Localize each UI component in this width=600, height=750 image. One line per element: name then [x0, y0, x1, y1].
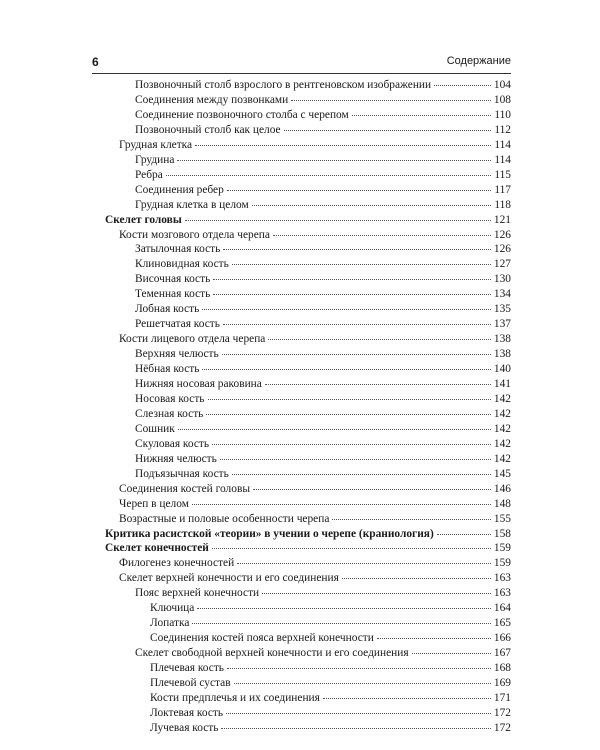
toc-entry-page: 146 [493, 482, 511, 495]
toc-entry-label: Нижняя носовая раковина [135, 378, 262, 390]
toc-entry [135, 377, 511, 392]
toc-entry [135, 287, 511, 302]
toc-entry [119, 332, 511, 347]
toc-entry-label: Соединения между позвонками [135, 93, 289, 106]
dot-leader [178, 428, 491, 430]
dot-leader [377, 637, 491, 639]
dot-leader [234, 682, 491, 684]
toc-entry-page: 159 [493, 542, 511, 555]
toc-entry-page: 167 [493, 647, 511, 660]
toc-entry-label: Носовая кость [135, 392, 205, 405]
toc-entry-page: 104 [493, 79, 511, 91]
toc-entry-label: Позвоночный столб как целое [135, 123, 281, 136]
toc-entry [135, 272, 511, 287]
dot-leader [202, 308, 491, 310]
toc-entry-page: 118 [494, 198, 511, 211]
toc-entry [105, 213, 511, 228]
toc-entry-label: Ключица [150, 602, 195, 615]
toc-entry [135, 242, 511, 257]
dot-leader [206, 413, 491, 415]
dot-leader [237, 562, 491, 564]
toc-entry-label: Соединение позвоночного столба с черепом [135, 108, 349, 121]
toc-entry-label: Решетчатая кость [135, 318, 220, 331]
dot-leader [253, 488, 491, 490]
toc-entry-label: Филогенез конечностей [119, 557, 235, 570]
toc-entry-page: 148 [493, 497, 511, 510]
dot-leader [332, 518, 491, 520]
toc-entry [105, 527, 511, 542]
toc-entry [150, 601, 511, 616]
page-header [92, 55, 511, 74]
dot-leader [226, 712, 491, 714]
toc-entry [135, 257, 511, 272]
dot-leader [185, 219, 491, 221]
toc-entry-page: 134 [493, 288, 511, 301]
toc-entry-page: 155 [493, 512, 511, 525]
dot-leader [220, 458, 491, 460]
toc-entry [135, 347, 511, 362]
toc-entry [135, 317, 511, 332]
toc-entry [135, 362, 511, 377]
toc-entry [119, 571, 511, 586]
toc-entry-page: 168 [493, 662, 511, 675]
toc-entry-page: 137 [493, 318, 511, 331]
running-section-title: Содержание [446, 55, 511, 67]
toc-entry-label: Возрастные и половые особенности черепа [119, 512, 330, 525]
dot-leader [223, 323, 491, 325]
toc-entry-label: Соединения костей пояса верхней конечности [150, 632, 374, 645]
dot-leader [177, 159, 491, 161]
toc-entry-label: Скелет верхней конечности и его соединения [119, 572, 339, 585]
toc-entry [150, 631, 511, 646]
toc-entry-label: Соединения костей головы [119, 482, 250, 495]
toc-entry-label: Височная кость [135, 273, 211, 286]
toc-entry-page: 112 [494, 123, 511, 136]
toc-entry-page: 126 [493, 243, 511, 256]
toc-entry [135, 168, 511, 183]
dot-leader [434, 84, 491, 86]
toc-entry-label: Локтевая кость [150, 706, 224, 719]
toc-entry [119, 556, 511, 571]
dot-leader [222, 353, 491, 355]
toc-entry-page: 126 [493, 228, 511, 241]
toc-entry [135, 78, 511, 93]
toc-entry-page: 169 [493, 677, 511, 689]
toc-entry-page: 130 [493, 273, 511, 286]
toc-entry-label: Затылочная кость [135, 243, 221, 256]
toc-entry-page: 163 [493, 587, 511, 600]
toc-entry-label: Кости лицевого отдела черепа [119, 333, 266, 346]
toc-entry [135, 422, 511, 437]
toc-entry [150, 616, 511, 631]
dot-leader [192, 503, 491, 505]
toc-entry [119, 512, 511, 527]
dot-leader [197, 607, 491, 609]
toc-entry-page: 142 [493, 452, 511, 465]
toc-entry-label: Нёбная кость [135, 363, 200, 376]
dot-leader [212, 547, 491, 549]
toc-entry [119, 497, 511, 512]
toc-entry [135, 467, 511, 482]
toc-entry [135, 437, 511, 452]
toc-entry [119, 482, 511, 497]
toc-entry-page: 114 [494, 153, 511, 166]
dot-leader [213, 293, 491, 295]
dot-leader [284, 129, 492, 131]
toc-entry-label: Сошник [135, 422, 175, 435]
toc-entry-page: 114 [494, 138, 511, 151]
dot-leader [342, 577, 491, 579]
toc-entry-label: Плечевой сустав [150, 677, 231, 689]
dot-leader [227, 189, 492, 191]
toc-entry-page: 158 [493, 527, 511, 540]
dot-leader [262, 592, 491, 594]
toc-entry-label: Скуловая кость [135, 437, 210, 450]
toc-entry-page: 171 [493, 691, 511, 704]
toc-entry-label: Верхняя челюсть [135, 348, 219, 361]
toc-entry-label: Ребра [135, 168, 163, 181]
toc-entry-page: 108 [493, 93, 511, 106]
toc-entry [150, 676, 511, 691]
toc-entry-label: Критика расистской «теории» в учении о черепе (краниология) [105, 527, 434, 540]
dot-leader [227, 667, 491, 669]
toc-entry [135, 153, 511, 168]
dot-leader [195, 144, 491, 146]
toc-entry-label: Слезная кость [135, 407, 204, 420]
toc-entry-page: 166 [493, 632, 511, 645]
toc-entry [150, 721, 511, 736]
toc-entry [135, 198, 511, 213]
dot-leader [252, 204, 492, 206]
toc-entry-label: Кости мозгового отдела черепа [119, 228, 270, 241]
toc-entry-page: 138 [493, 348, 511, 361]
toc-entry-page: 172 [493, 706, 511, 719]
toc-entry [105, 541, 511, 556]
toc-entry [135, 108, 511, 123]
toc-entry [119, 228, 511, 243]
toc-entry-page: 142 [493, 437, 511, 450]
dot-leader [437, 533, 491, 535]
toc-entry-page: 127 [493, 258, 511, 271]
toc-entry-label: Скелет свободной верхней конечности и его соединения [135, 647, 409, 660]
dot-leader [202, 368, 490, 370]
toc-entry-page: 145 [493, 467, 511, 480]
toc-entry-label: Лучевая кость [150, 721, 219, 734]
dot-leader [232, 263, 491, 265]
toc-entry-page: 110 [494, 108, 511, 121]
dot-leader [213, 278, 491, 280]
toc-entry-label: Подъязычная кость [135, 467, 229, 480]
dot-leader [208, 398, 491, 400]
toc-entry-label: Лопатка [150, 617, 190, 630]
dot-leader [212, 443, 491, 445]
toc-entry-label: Грудина [135, 153, 175, 166]
toc-entry [150, 661, 511, 676]
toc-entry-page: 142 [493, 392, 511, 405]
dot-leader [232, 473, 491, 475]
toc-entry-label: Теменная кость [135, 288, 211, 301]
toc-entry-page: 159 [493, 557, 511, 570]
dot-leader [352, 114, 492, 116]
toc-entry-page: 142 [493, 407, 511, 420]
toc-entry-label: Позвоночный столб взрослого в рентгеновском изображении [135, 79, 432, 91]
dot-leader [223, 248, 491, 250]
toc-entry [135, 452, 511, 467]
toc-entry-label: Грудная клетка в целом [135, 198, 249, 211]
toc-entry-label: Скелет головы [105, 213, 182, 226]
toc-entry [119, 138, 511, 153]
toc-entry-label: Грудная клетка [119, 138, 193, 151]
page-number: 6 [92, 55, 99, 69]
toc-entry-page: 121 [493, 213, 511, 226]
toc-entry-label: Плечевая кость [150, 662, 224, 675]
toc-entry-page: 163 [493, 572, 511, 585]
toc-entry-page: 141 [493, 378, 511, 390]
dot-leader [268, 338, 491, 340]
toc-entry-page: 138 [493, 333, 511, 346]
toc-entry-label: Нижняя челюсть [135, 452, 217, 465]
toc-entry-label: Лобная кость [135, 303, 200, 316]
toc-entry-page: 172 [493, 721, 511, 734]
dot-leader [273, 234, 491, 236]
toc-entry [135, 392, 511, 407]
toc-entry-label: Скелет конечностей [105, 542, 209, 555]
toc-entry-page: 142 [493, 422, 511, 435]
toc-entry-page: 165 [493, 617, 511, 630]
toc-entry [135, 93, 511, 108]
toc-entry-page: 140 [493, 363, 511, 376]
dot-leader [166, 174, 492, 176]
toc-entry-page: 164 [493, 602, 511, 615]
toc-entry-label: Клиновидная кость [135, 258, 229, 271]
toc-entry [150, 691, 511, 706]
toc-entry [135, 407, 511, 422]
toc-entry-label: Пояс верхней конечности [135, 587, 260, 600]
toc-entry [135, 302, 511, 317]
toc-entry-label: Череп в целом [119, 497, 189, 510]
dot-leader [412, 652, 491, 654]
toc-entry-page: 115 [494, 168, 511, 181]
toc-entry [150, 706, 511, 721]
toc-entry-label: Кости предплечья и их соединения [150, 691, 320, 704]
toc-entry-page: 135 [493, 303, 511, 316]
toc-entry [135, 183, 511, 198]
toc-entry [135, 646, 511, 661]
toc-entry-page: 117 [494, 183, 511, 196]
dot-leader [265, 383, 491, 385]
dot-leader [221, 727, 490, 729]
toc-entry [135, 586, 511, 601]
dot-leader [291, 99, 491, 101]
toc-entry-label: Соединения ребер [135, 183, 224, 196]
dot-leader [192, 622, 491, 624]
dot-leader [323, 697, 491, 699]
toc-entry [135, 123, 511, 138]
